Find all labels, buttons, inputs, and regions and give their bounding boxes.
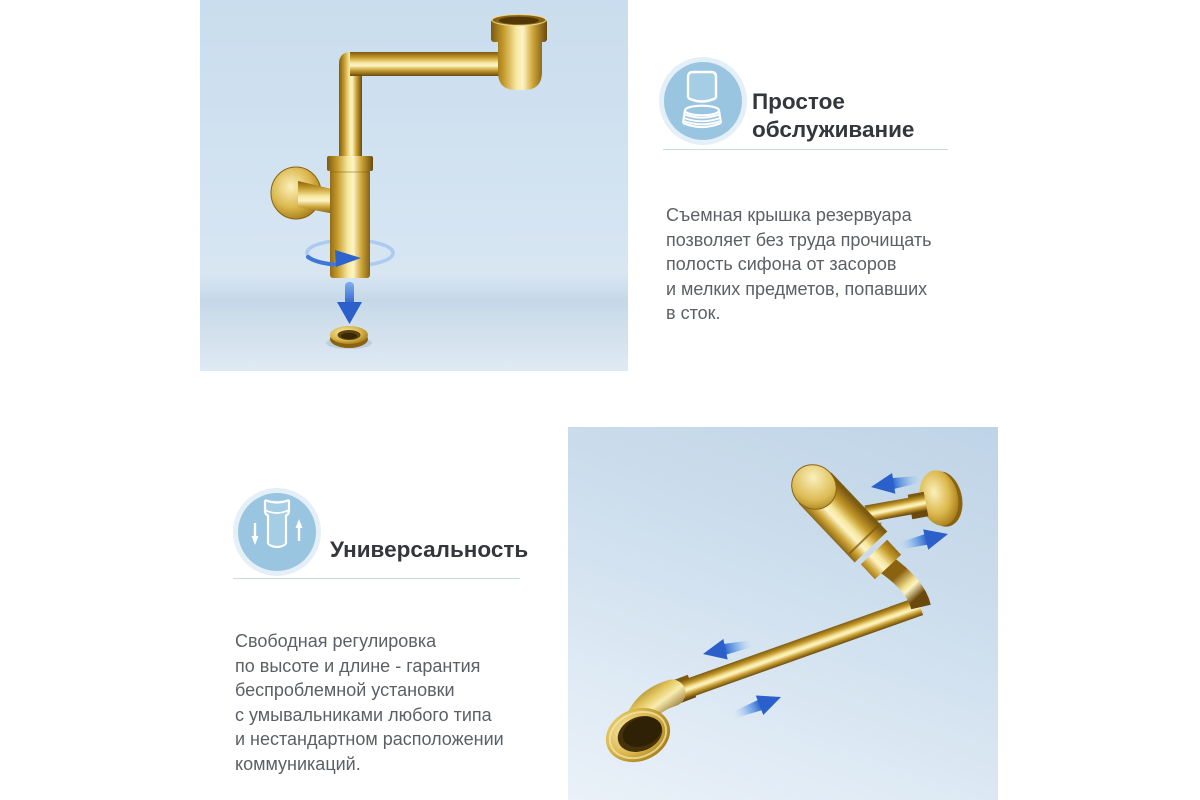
title-line: Простое <box>752 88 845 114</box>
description-line: и нестандартном расположении <box>235 729 504 749</box>
adjust-up-arrow <box>296 519 303 541</box>
description-line: полость сифона от засоров <box>666 254 897 274</box>
siphon-cap-removal-photo <box>200 0 628 371</box>
description-line: с умывальниками любого типа <box>235 704 492 725</box>
divider <box>233 578 520 579</box>
telescopic-pipe-adjust-icon <box>238 493 316 571</box>
description-line: позволяет без труда прочищать <box>666 229 932 250</box>
description-line: и мелких предметов, попавших <box>666 278 928 299</box>
adjust-down-arrow <box>252 523 259 545</box>
feature-description-maintenance <box>666 203 932 326</box>
description-line: по высоте и длине - гарантия <box>235 655 481 676</box>
bend-pipe <box>884 563 921 607</box>
description-line: в сток. <box>666 303 721 323</box>
title-line: Универсальность <box>330 536 529 562</box>
drain-cap <box>326 326 372 349</box>
outlet-pipe <box>866 504 926 514</box>
description-line: беспроблемной установки <box>235 680 455 700</box>
feature-description-universality <box>235 629 504 776</box>
outlet-cup <box>491 15 547 91</box>
feature-title-maintenance <box>752 88 914 144</box>
outlet-pipe <box>339 52 502 170</box>
description-line: Съемная крышка резервуара <box>666 205 912 225</box>
siphon-rotation-illustration <box>200 0 628 371</box>
description-line: коммуникаций. <box>235 753 361 774</box>
wall-flange <box>271 167 340 219</box>
universality-icon-badge <box>238 493 316 571</box>
description-line: Свободная регулировка <box>235 631 437 651</box>
slide-right-arrow <box>897 524 951 556</box>
siphon-adjustability-photo <box>568 427 998 800</box>
divider <box>663 149 948 150</box>
maintenance-icon-badge <box>664 62 742 140</box>
bottom-elbow <box>598 693 679 771</box>
feature-title-universality <box>330 536 528 564</box>
siphon-cup-with-cap-icon <box>664 62 742 140</box>
title-line: обслуживание <box>752 116 915 142</box>
down-arrow <box>337 282 362 324</box>
slide-left-arrow <box>869 469 922 498</box>
siphon-adjust-illustration <box>568 427 998 800</box>
slide-right-arrow <box>731 687 785 725</box>
